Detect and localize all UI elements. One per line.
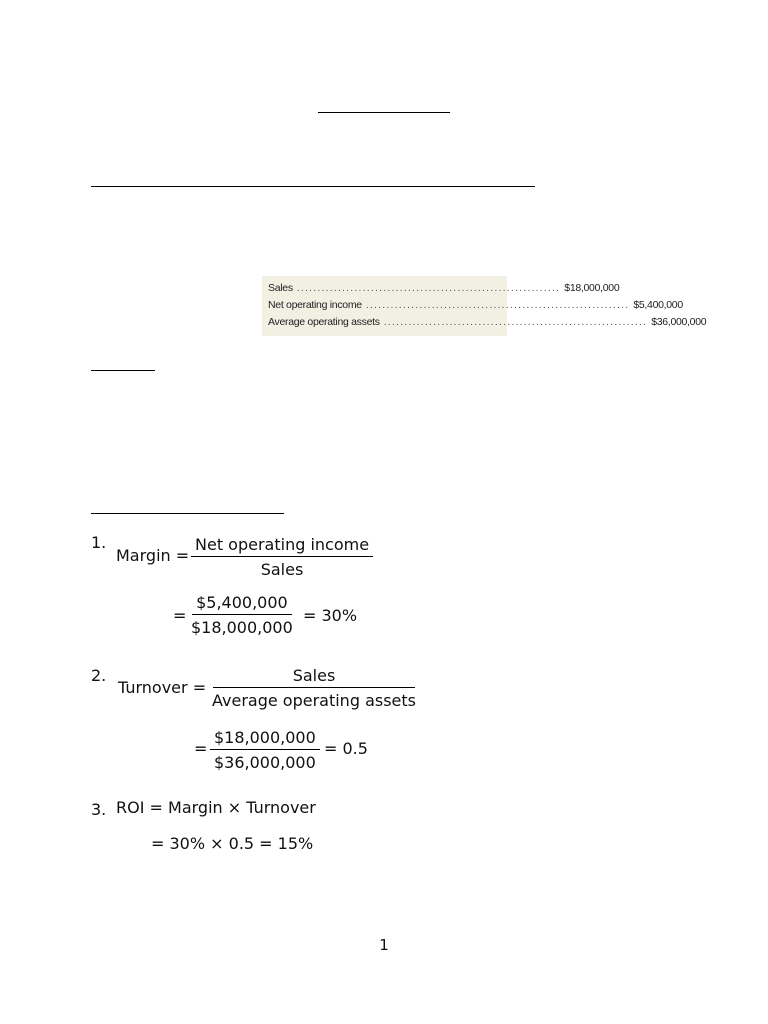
table-row xyxy=(268,297,683,313)
row-value: $36,000,000 xyxy=(651,316,707,328)
leader-dots: ................................................................ xyxy=(383,316,648,328)
data-table xyxy=(262,276,707,336)
margin-values-fraction xyxy=(191,593,293,637)
row-value: $18,000,000 xyxy=(564,282,620,294)
leader-dots: ................................................................ xyxy=(296,282,561,294)
roi-formula: ROI = Margin × Turnover xyxy=(116,798,316,817)
turnover-result: = 0.5 xyxy=(324,739,368,758)
margin-result: = 30% xyxy=(303,606,358,625)
table-row xyxy=(268,314,707,330)
item-number: 3. xyxy=(91,800,107,819)
required-underline xyxy=(91,370,155,371)
equals-sign: = xyxy=(173,606,187,625)
row-label: Sales xyxy=(268,282,293,294)
item-number: 1. xyxy=(91,533,107,552)
turnover-formula-fraction xyxy=(212,666,416,710)
table-row xyxy=(268,280,620,296)
turnover-label: Turnover = xyxy=(118,678,207,697)
fraction-numerator: $18,000,000 xyxy=(210,728,320,750)
title-underline xyxy=(318,112,450,113)
margin-label: Margin = xyxy=(116,546,190,565)
fraction-numerator: Net operating income xyxy=(191,535,373,557)
row-value: $5,400,000 xyxy=(633,299,683,311)
row-label: Average operating assets xyxy=(268,316,380,328)
fraction-denominator: $36,000,000 xyxy=(214,753,316,772)
leader-dots: ................................................................ xyxy=(365,299,630,311)
solution-underline xyxy=(91,513,284,514)
equals-sign: = xyxy=(194,739,208,758)
section-rule xyxy=(91,186,535,187)
fraction-numerator: Sales xyxy=(213,666,416,688)
fraction-denominator: Average operating assets xyxy=(212,691,416,710)
row-label: Net operating income xyxy=(268,299,362,311)
page-number: 1 xyxy=(379,936,389,954)
fraction-denominator: $18,000,000 xyxy=(191,618,293,637)
roi-result: = 30% × 0.5 = 15% xyxy=(151,834,314,853)
fraction-denominator: Sales xyxy=(260,560,304,579)
turnover-values-fraction xyxy=(210,728,320,772)
fraction-numerator: $5,400,000 xyxy=(192,593,292,615)
item-number: 2. xyxy=(91,666,107,685)
margin-formula-fraction xyxy=(191,535,373,579)
